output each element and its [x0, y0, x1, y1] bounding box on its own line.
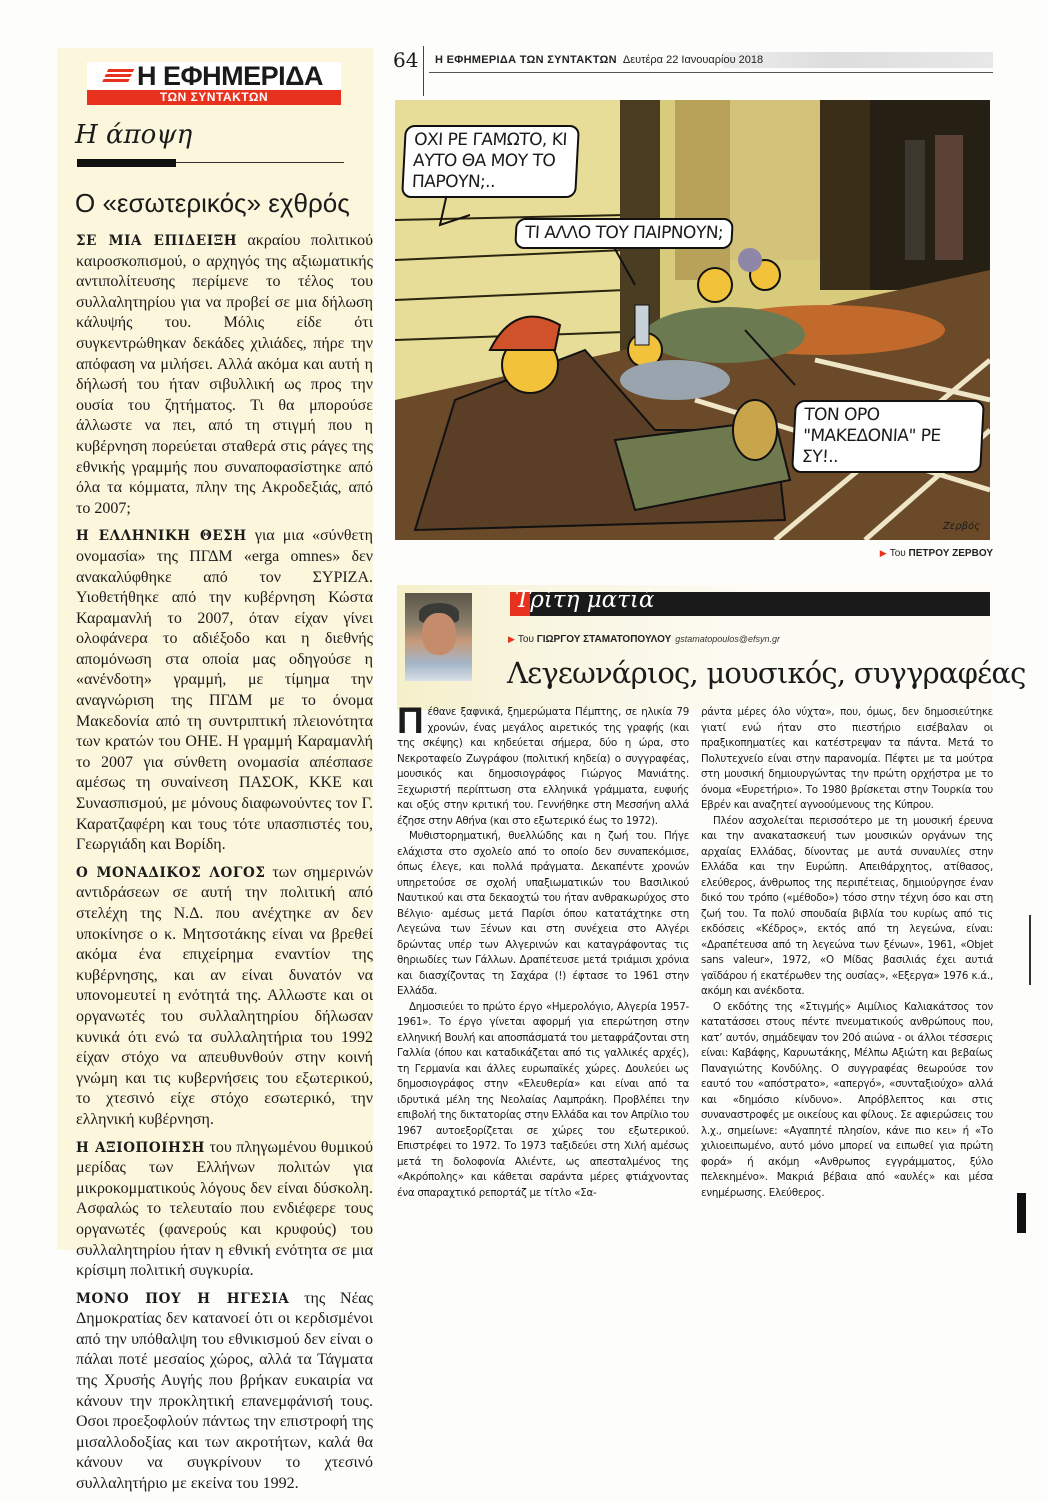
paragraph-lead: Η ΕΛΛΗΝΙΚΗ ΘΕΣΗ: [76, 528, 247, 545]
editorial-column: [57, 48, 373, 1493]
scan-edge-mark: [1029, 915, 1031, 985]
section-rule: [77, 159, 176, 167]
editorial-headline: Ο «εσωτερικός» εχθρός: [75, 188, 350, 218]
logo-subtitle: ΤΩΝ ΣΥΝΤΑΚΤΩΝ: [87, 90, 341, 105]
cartoonist-signature: Ζερβός: [943, 521, 980, 532]
article-paragraph: Πλέον ασχολείται περισσότερο με τη μουσική έρευνα και την ανακατασκευή των μουσικών οργάνων της αρχαίας Ελλάδας, δίνοντας με αυτά συναυλίες στην Ελλάδα και την Ευρώπη. Απειθάρχητος, ατίθασος, ελεύθερος, άνθρωπος της περιπέτειας, δημιούργησε έναν δικό του τρόπο («μέθοδο») τόσο στην τέχνη όσο και στη ζωή του. Τα πολύ σπουδαία βιβλία του κυρίως από τις εκδόσεις «Κέδρος», εκτός από τη λεγεώνα, είναι: «Δραπέτευσα από τη λεγεώνα των ξένων», 1961, «Objet sans valeur», 1972, «Ο Μίδας βασιλιάς έχει αυτιά γαϊδάρου ή εκατέρωθεν της ουσίας», «Εξεργα» 1976 κ.ά., ακόμη και ανέκδοτα.: [701, 814, 993, 997]
column-headline: Λεγεωνάριος, μουσικός, συγγραφέας: [507, 656, 1026, 690]
political-cartoon: [395, 100, 990, 540]
editorial-paragraph: [76, 863, 373, 1131]
paragraph-text: για μια «σύνθετη ονομασία» της ΠΓΔΜ «erga omnes» δεν ανακαλύφθηκε από τον ΣΥΡΙΖΑ. Υιοθετήθηκε από την κυβέρνηση Κώστα Καραμανλή το 2007, όταν είχαν γίνει ολοφάνερα το αδιέξοδο και η διεθνής απομόνωση στα οποία μας οδηγούσε η «ανένδοτη» γραμμή, με τίμημα την αναγνώριση της ΠΓΔΜ με το όνομα Μακεδονία από τη συντριπτική πλειονότητα των κρατών του ΟΗΕ. Η γραμμή Καραμανλή το 2007 για σύνθετη ονομασία απέσπασε αμέσως τη συναίνεση ΠΑΣΟΚ, ΚΚΕ και Συνασπισμού, με μόνους διαφωνούντες τον Γ. Καρατζαφέρη και τους τότε υπασπιστές του, Γεωργιάδη και Βορίδη.: [76, 527, 373, 854]
section-rule-thin: [176, 162, 344, 163]
column-section-title: [515, 587, 654, 613]
editorial-paragraph: [76, 231, 373, 519]
paragraph-text: έθανε ξαφνικά, ξημερώματα Πέμπτης, σε ηλικία 79 χρονών, ένας μεγάλος αιρετικός της γραφής (και της σκέψης) και κηδεύεται σήμερα, δύο η ώρα, στο Νεκροταφείο Ζωγράφου (πολιτική κηδεία) ο συγγραφέας, μουσικός και δημοσιογράφος Γιώργος Μανιάτης. Ξεχωριστή περίπτωση στα ελληνικά γράμματα, ευφυής και οξύς στην κριτική του. Γεννήθηκε στη Μεσσήνη αλλά έζησε στην Αθήνα (και στο εξωτερικό έως το 1972).: [397, 706, 689, 827]
paragraph-lead: Ο ΜΟΝΑΔΙΚΟΣ ΛΟΓΟΣ: [76, 864, 266, 881]
article-paragraph: ράντα μέρες όλο νύχτα», που, όμως, δεν δημοσιεύτηκε γιατί ενώ ήταν στο πιεστήριο εισέβαλαν οι πραξικοπηματίες και κατέστρεψαν τα πάντα. Μετά το Πολυτεχνείο είναι στην παρανομία. Πέφτει με τα μούτρα στη μουσική δημιουργώντας την πρώτη ορχήστρα με το όνομα «Ευρετήριο». Το 1980 βρίσκεται στην Τουρκία του Εβρέν και αναζητεί αγνοούμενους της Κύπρου.: [701, 706, 993, 811]
paragraph-text: της Νέας Δημοκρατίας δεν κατανοεί ότι οι κερδισμένοι από την υπόθαλψη του εθνικισμού δεν είναι ο πάλαι ποτέ μεσαίος χώρος, αλλά τα Τάγματα της Χρυσής Αυγής που βρήκαν ευκαιρία να κάνουν την προκλητική επανεμφάνισή τους. Οσοι προεξοφλούν πάντως την επιστροφή της μισαλλοδοξίας και των ακροτήτων, καλά θα κάνουν να συγκρίνουν το χτεσινό συλλαλητήριο με εκείνα του 1992.: [76, 1289, 373, 1493]
logo-stripes-icon: [102, 69, 135, 83]
author-email[interactable]: gstamatopoulos@efsyn.gr: [675, 634, 780, 644]
triangle-bullet-icon: ▶: [508, 634, 515, 644]
paragraph-text: των σημερινών αντιδράσεων σε αυτή την πολιτική από στελέχη της Ν.Δ. που ανέχτηκε αν δεν υποκίνησε ο κ. Μητσοτάκης είναι να βρεθεί ακόμα ένα επιχείρημα εναντίον της κυβέρνησης, και αν είναι δυνατόν να υπονομευτεί η ενότητά της. Αλλωστε και οι οργανωτές του συλλαλητηρίου δήλωσαν κυνικά ότι ενώ τα συλλαλητήρια του 1992 είχαν στόχο να απευθυνθούν στην κοινή γνώμη και τις κυβερνήσεις του εξωτερικού, το χτεσινό είχε στόχο εσωτερικό, την ελληνική κυβέρνηση.: [76, 863, 373, 1128]
speech-bubble: ΤΙ ΑΛΛΟ ΤΟΥ ΠΑΙΡΝΟΥΝ;: [514, 218, 734, 249]
paragraph-text: ακραίου πολιτικού καιροσκοπισμού, ο αρχηγός της αξιωματικής αντιπολίτευσης περίμενε το τέλος του συλλαλητηρίου για να προβεί σε μια δήλωση κάλυψής του. Μόλις είδε ότι συγκεντρώθηκαν δεκάδες χιλιάδες, πήρε την απόφαση να μιλήσει. Αλλά ακόμα και αυτή η δήλωσή του ήταν σιβυλλική ως προς την ουσία του ζητήματος. Τι θα μπορούσε άλλωστε να πει, από τη στιγμή που η κυβέρνηση πορεύεται σταθερά στις ράγες της εθνικής γραμμής που συναποφασίστηκε από όλα τα κόμματα, πλην της Ακροδεξιάς, από το 2007;: [76, 232, 373, 517]
article-column-1: [397, 700, 689, 1201]
article-paragraph: [397, 700, 689, 829]
author-photo: [405, 593, 472, 681]
article-paragraph: Ο εκδότης της «Στιγμής» Αιμίλιος Καλιακάτσος τον κατατάσσει στους πέντε πνευματικούς ανθρώπους που, κατ’ αυτόν, σημάδεψαν τον 20ό αιώνα - οι άλλοι τέσσερις είναι: Καβάφης, Καρυωτάκης, Μέλπω Αξιώτη και βεβαίως Παναγιώτης Κονδύλης. Ο συγγραφέας θεωρούσε τον εαυτό του «απόστρατο», «απεργό», «συνταξιούχο» αλλά και «δημόσιο κίνδυνο». Απρόβλεπτος και στις συναναστροφές με οικείους και φίλους. Σε αφιερώσεις του λ.χ., σημείωνε: «Αγαπητέ πλησίον, κάνε πιο κει» ή «Το χιλιοειπωμένο, αυτό μόνο μπορεί να ειπωθεί για πρώτη φορά» ή ακόμη «Ανθρωπος εγγράμματος, ξύλο πελεκημένο». Μακριά βέβαια από «αυλές» και μέσα ενημέρωσης. Ελεύθερος.: [701, 1000, 993, 1199]
section-initial: Τ: [515, 587, 531, 613]
drop-cap: Π: [397, 700, 424, 741]
editorial-paragraph: [76, 1138, 373, 1282]
credit-prefix: Του: [889, 548, 906, 559]
cartoon-credit: [880, 548, 993, 559]
paragraph-lead: Η ΑΞΙΟΠΟΙΗΣΗ: [76, 1139, 206, 1156]
logo-name: Η ΕΦΗΜΕΡΙΔΑ: [136, 60, 324, 91]
header-text: [435, 54, 763, 66]
header-divider: [423, 46, 424, 96]
byline-prefix: Του: [517, 634, 534, 645]
section-rest: ρίτη ματιά: [530, 587, 655, 613]
header-date: Δευτέρα 22 Ιανουαρίου 2018: [622, 54, 764, 66]
header-rule: [429, 72, 993, 73]
newspaper-logo: [87, 62, 341, 105]
paragraph-text: του πληγωμένου θυμικού μερίδας των Ελλήνων πολιτών για μικροκομματικούς λόγους δεν είναι δύσκολη. Ασφαλώς το τελευταίο που ενδιέφερε τους οργανωτές (φανερούς και κρυφούς) του συλλαλητηρίου ήταν η εθνική ενότητα σε μια κρίσιμη πολιτική συγκυρία.: [76, 1138, 373, 1280]
editorial-paragraph: [76, 526, 373, 856]
header-band: [723, 52, 993, 68]
article-paragraph: Δημοσιεύει το πρώτο έργο «Ημερολόγιο, Αλγερία 1957-1961». Το έργο γίνεται αφορμή για επερώτηση στην ελληνική Βουλή και αποσπάσματά του μεταφράζονται στη Γαλλία (όπου και καταδικάζεται από τις γαλλικές αρχές), τη Γερμανία και άλλες ευρωπαϊκές χώρες. Δουλεύει ως δημοσιογράφος στην «Ελευθερία» και είναι από τα ιδρυτικά μέλη της Νεολαίας Λαμπράκη. Προβλέπει την επιβολή της δικτατορίας στην Ελλάδα και τον Απρίλιο του 1967 αυτοεξορίζεται σε χώρες του εξωτερικού. Επιστρέφει το 1972. Το 1973 ταξιδεύει στη Χιλή αμέσως μετά τη δολοφονία Αλιέντε, ως απεσταλμένος της «Ακρόπολης» και κάθεται σαράντα μέρες φτιάχνοντας ένα σπαραχτικό ρεπορτάζ με τίτλο «Σα-: [397, 1000, 689, 1199]
editorial-body: [76, 231, 373, 1502]
column-byline: [508, 634, 780, 645]
page-header: [393, 50, 993, 74]
article-column-2: [701, 705, 993, 1201]
author-name: ΓΙΩΡΓΟΥ ΣΤΑΜΑΤΟΠΟΥΛΟΥ: [536, 634, 672, 645]
scan-registration-mark: [1017, 1193, 1026, 1233]
section-title: Η άποψη: [75, 120, 193, 150]
header-paper-name: Η ΕΦΗΜΕΡΙΔΑ ΤΩΝ ΣΥΝΤΑΚΤΩΝ: [435, 54, 617, 66]
speech-bubble: ΟΧΙ ΡΕ ΓΑΜΩΤΟ, ΚΙ ΑΥΤΟ ΘΑ ΜΟΥ ΤΟ ΠΑΡΟΥΝ;..: [401, 125, 580, 198]
editorial-paragraph: [76, 1289, 373, 1495]
triangle-bullet-icon: ▶: [879, 548, 887, 558]
page-number: 64: [393, 48, 419, 72]
paragraph-lead: ΜΟΝΟ ΠΟΥ Η ΗΓΕΣΙΑ: [76, 1290, 290, 1307]
article-paragraph: Μυθιστορηματική, θυελλώδης και η ζωή του. Πήγε ελάχιστα στο σχολείο από το οποίο δεν συναπεκόμισε, όπως έλεγε, και πολλά πράγματα. Δεκαπέντε χρονών υπηρετούσε σε σχολή υπαξιωματικών του Βασιλικού Ναυτικού και στα δεκαοχτώ του ήταν ανθρακωρύχος στο Βέλγιο· αμέσως μετά Παρίσι όπου κατατάχτηκε στη Λεγεώνα των Ξένων και στη συνέχεια στο Αλγέρι δρώντας υπέρ των Αλγερινών και καταγράφοντας τις θηριωδίες των Γάλλων. Δραπέτευσε μετά τριάμισι χρόνια και διασχίζοντας τη Σαχάρα (!) έφτασε το 1961 στην Ελλάδα.: [397, 830, 689, 997]
paragraph-lead: ΣΕ ΜΙΑ ΕΠΙΔΕΙΞΗ: [76, 233, 238, 249]
cartoonist-name: ΠΕΤΡΟΥ ΖΕΡΒΟΥ: [908, 548, 993, 559]
speech-bubble: ΤΟΝ ΟΡΟ "ΜΑΚΕΔΟΝΙΑ" ΡΕ ΣΥ!..: [791, 400, 985, 473]
column-section-banner: [510, 587, 990, 616]
